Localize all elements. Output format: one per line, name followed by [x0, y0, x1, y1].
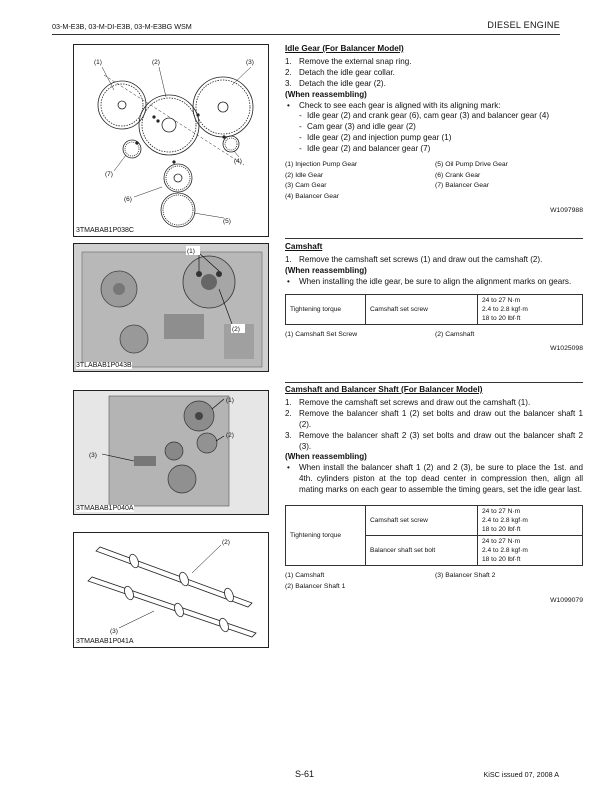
page-number: S-61 [295, 769, 315, 779]
torque-table: Tightening torque Camshaft set screw 24 to 27 N·m 2.4 to 2.8 kgf·m 18 to 20 lbf·ft Balancer shaft set bolt 24 to 27 N·m 2.4 to 2.8 kgf·m 18 to 20 lbf·ft [285, 505, 583, 566]
figure-caption: 3TLABAB1P043B [76, 362, 132, 369]
header-models: 03-M-E3B, 03-M-DI-E3B, 03-M-E3BG WSM [52, 22, 192, 31]
section-camshaft [285, 242, 583, 355]
reassembly-heading: (When reassembling) [285, 452, 367, 462]
callout-2: (2) [222, 539, 230, 546]
callout-2: (2) [232, 326, 240, 333]
section-divider [285, 238, 583, 239]
engine-block-photo [74, 391, 269, 515]
reference-code: W1025098 [550, 345, 583, 353]
section-title: Camshaft [285, 242, 323, 251]
section-idle-gear [285, 44, 583, 217]
header-section: DIESEL ENGINE [487, 20, 560, 30]
step: 1. Remove the camshaft set screws (1) and draw out the camshaft (2). [285, 254, 543, 264]
figure-caption: 3TMABAB1P038C [76, 227, 134, 234]
step: 1. Remove the camshaft set screws and draw out the camshaft (1). [285, 397, 531, 407]
callout-3: (3) [246, 59, 254, 66]
callout-3: (3) [89, 452, 97, 459]
bullet: • Check to see each gear is aligned with its aligning mark: [287, 100, 501, 110]
camshaft-photo [74, 244, 269, 372]
step: 3. Detach the idle gear (2). [285, 78, 386, 88]
header-rule [52, 34, 560, 35]
figure-balancer-block [73, 390, 269, 515]
figure-caption: 3TMABAB1P041A [76, 638, 134, 645]
balancer-shafts-illustration [74, 533, 269, 648]
step: 1. Remove the external snap ring. [285, 56, 412, 66]
reassembly-heading: (When reassembling) [285, 265, 367, 275]
parts-legend: (1) Injection Pump Gear (5) Oil Pump Drive Gear (2) Idle Gear (6) Crank Gear (3) Cam Gear (7) Balancer Gear (4) Balancer Gear [285, 161, 508, 200]
step: 3. Remove the balancer shaft 2 (3) set bolts and draw out the balancer shaft 2 (3). [285, 430, 583, 451]
reference-code: W1097988 [550, 207, 583, 215]
figure-camshaft [73, 243, 269, 372]
reference-code: W1099079 [550, 597, 583, 605]
section-title: Idle Gear (For Balancer Model) [285, 44, 404, 53]
figure-balancer-shafts [73, 532, 269, 648]
callout-6: (6) [124, 196, 132, 203]
callout-1: (1) [187, 248, 195, 255]
section-title: Camshaft and Balancer Shaft (For Balancer Model) [285, 385, 483, 394]
callout-1: (1) [226, 397, 234, 404]
callout-1: (1) [94, 59, 102, 66]
callout-5: (5) [223, 218, 231, 225]
callout-4: (4) [234, 158, 242, 165]
callout-2: (2) [152, 59, 160, 66]
figure-idle-gear-train [73, 44, 269, 237]
dash-item: - Cam gear (3) and idle gear (2) [299, 122, 416, 132]
parts-legend: (1) Camshaft (3) Balancer Shaft 2 (2) Balancer Shaft 1 [285, 572, 496, 590]
parts-legend: (1) Camshaft Set Screw (2) Camshaft [285, 330, 475, 338]
dash-item: - Idle gear (2) and injection pump gear (1) [299, 133, 452, 143]
callout-3: (3) [110, 628, 118, 635]
step: 2. Detach the idle gear collar. [285, 67, 395, 77]
torque-table: Tightening torque Camshaft set screw 24 to 27 N·m 2.4 to 2.8 kgf·m 18 to 20 lbf·ft [285, 294, 583, 325]
bullet: • When installing the idle gear, be sure to align the alignment marks on gears. [287, 276, 572, 286]
issue-info: KiSC issued 07, 2008 A [483, 770, 559, 779]
callout-7: (7) [105, 171, 113, 178]
gear-train-illustration [74, 45, 269, 237]
reassembly-heading: (When reassembling) [285, 89, 367, 99]
dash-item: - Idle gear (2) and crank gear (6), cam gear (3) and balancer gear (4) [299, 111, 550, 121]
bullet: • When install the balancer shaft 1 (2) and 2 (3), be sure to place the 1st. and 4th. cylinders piston at the top dead center in compression then, align all mating marks on each gear to assemble the timing gears, set the idle gear last. [287, 463, 583, 495]
section-divider [285, 382, 583, 383]
section-balancer-shaft [285, 385, 583, 607]
callout-2: (2) [226, 432, 234, 439]
figure-caption: 3TMABAB1P040A [76, 505, 134, 512]
dash-item: - Idle gear (2) and balancer gear (7) [299, 144, 431, 154]
step: 2. Remove the balancer shaft 1 (2) set bolts and draw out the balancer shaft 1 (2). [285, 408, 583, 429]
